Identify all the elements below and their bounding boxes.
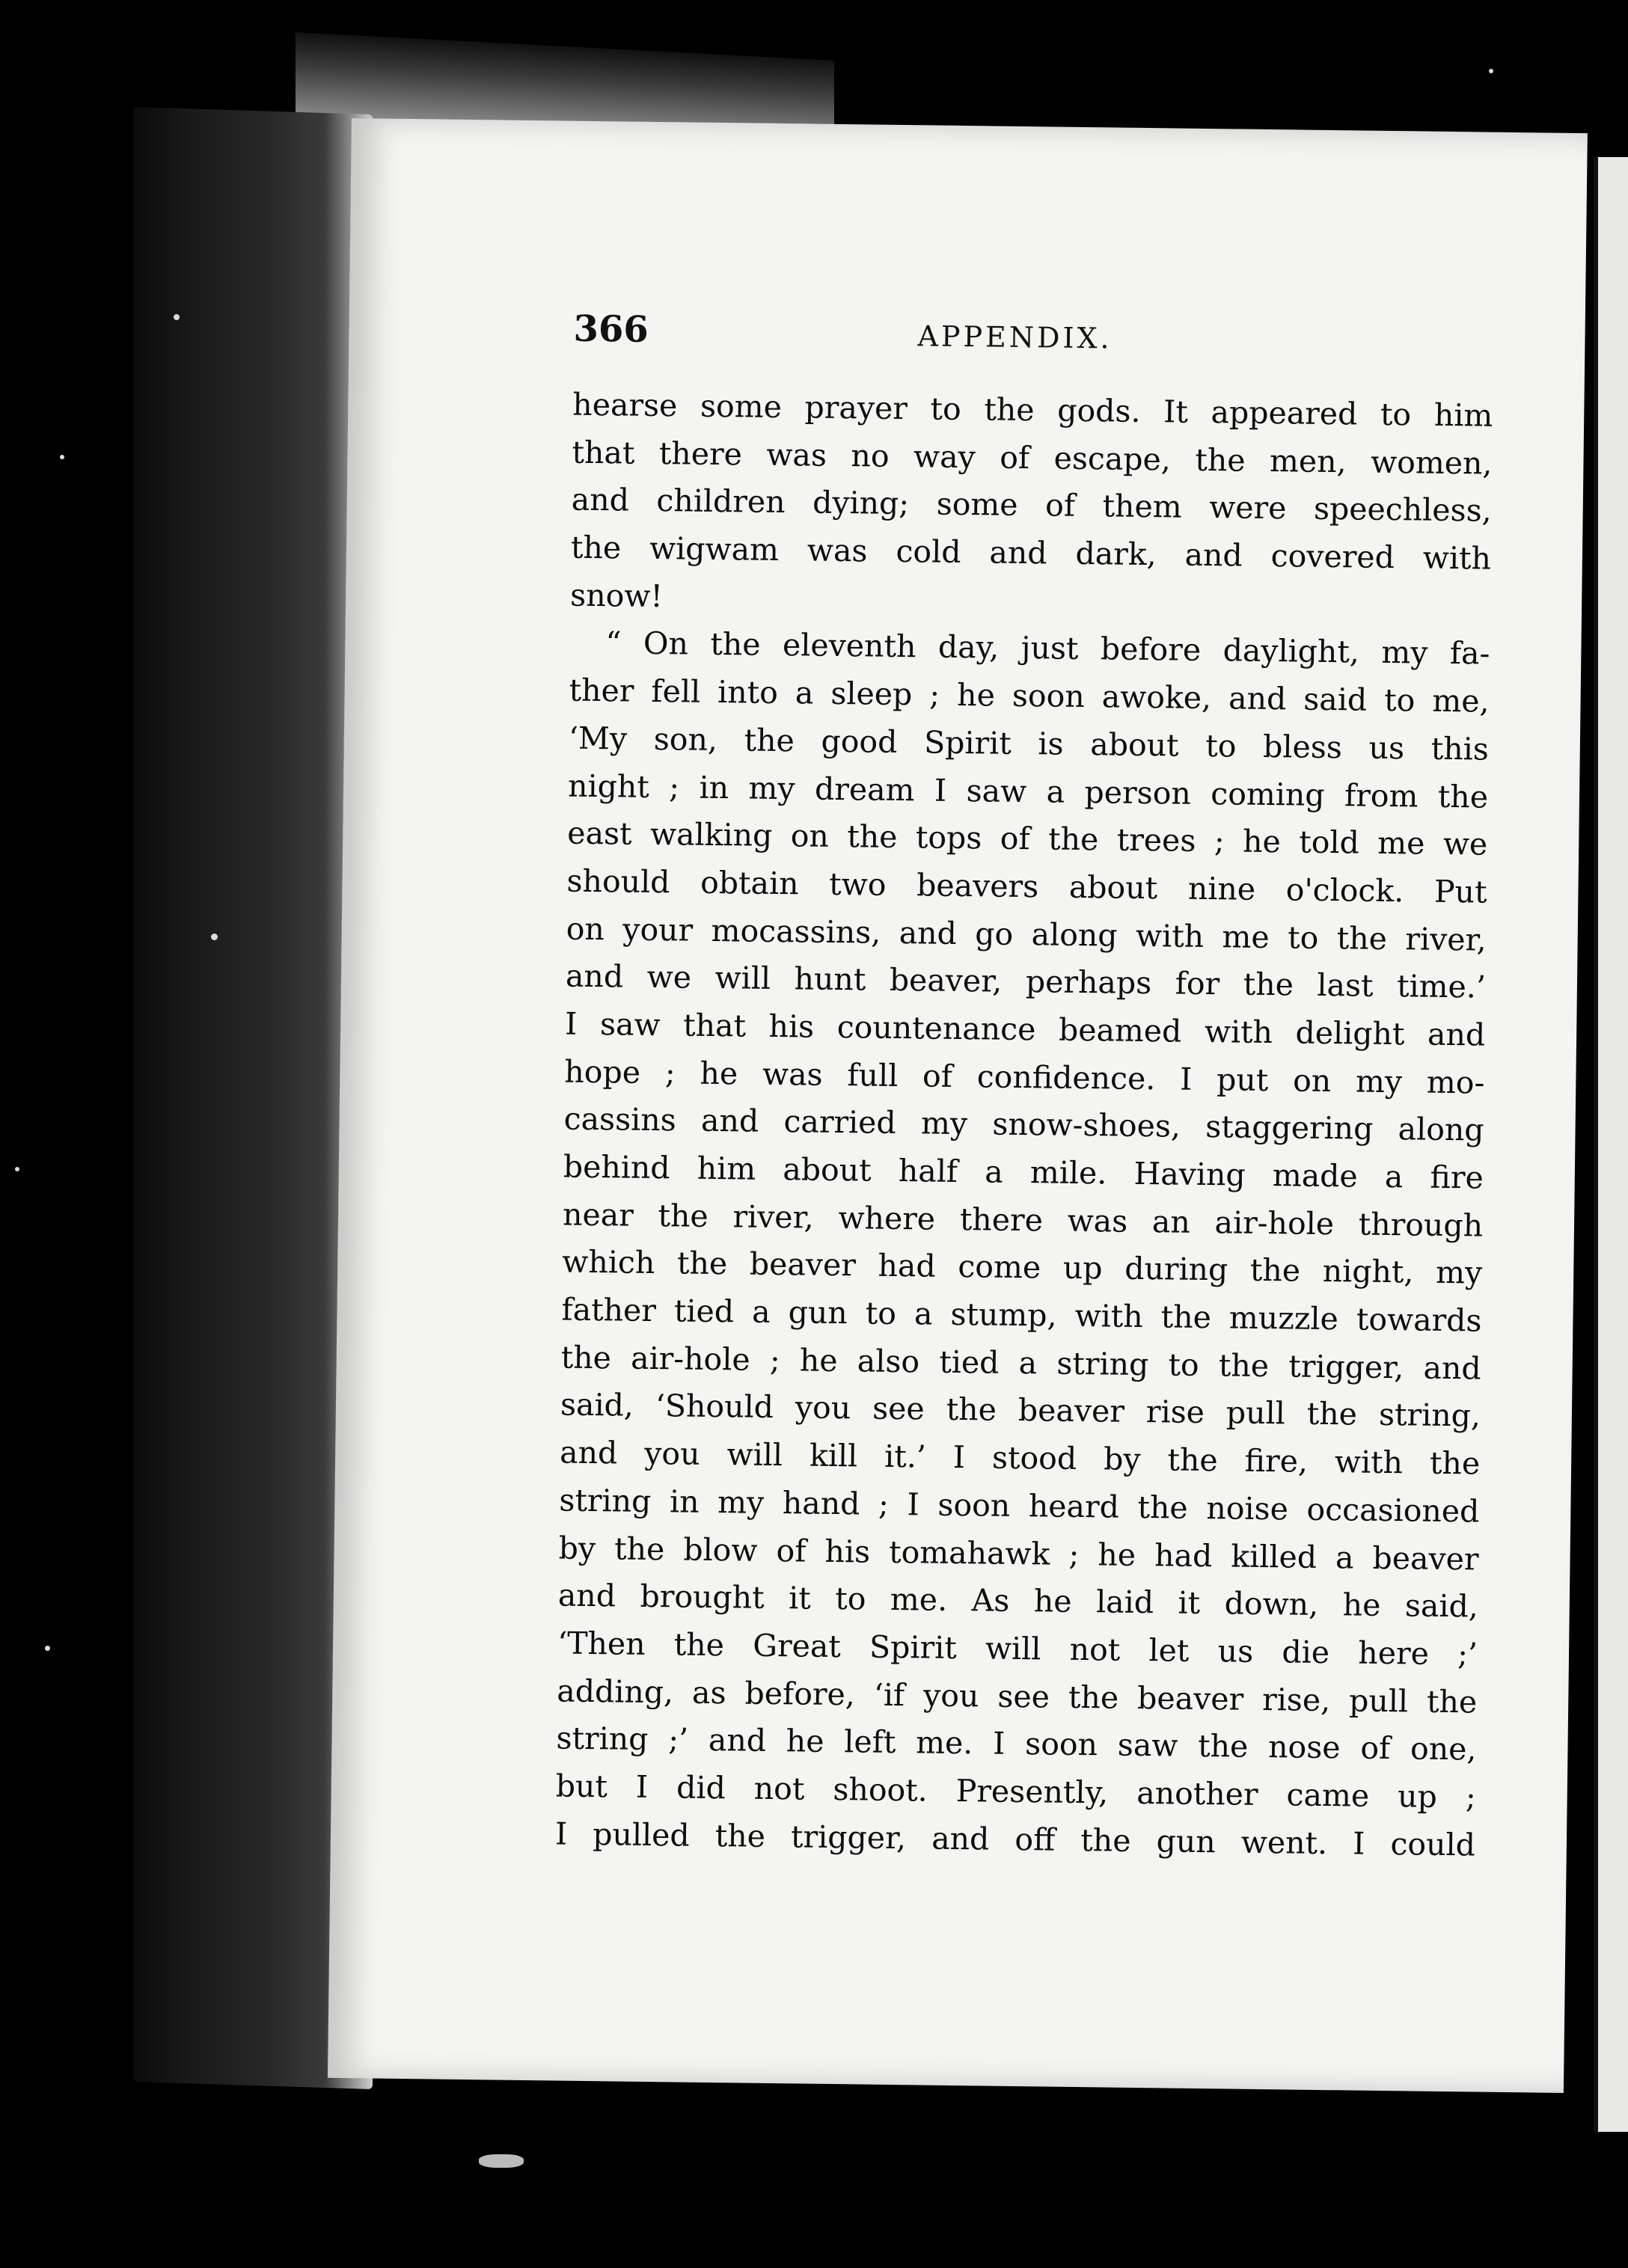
text-line: adding, as before, ‘if you see the beaver rise, pull the	[557, 1673, 1478, 1720]
text-line: which the beaver had come up during the night, my	[562, 1243, 1483, 1291]
text-line: that there was no way of escape, the men, women,	[572, 434, 1493, 482]
text-line: I saw that his countenance beamed with delight and	[564, 1005, 1486, 1053]
text-line: but I did not shoot. Presently, another came up ;	[555, 1768, 1476, 1815]
page-number: 366	[573, 307, 649, 351]
text-line: ‘My son, the good Spirit is about to bless us this	[568, 720, 1490, 767]
text-line: and we will hunt beaver, perhaps for the last time.’	[565, 957, 1487, 1005]
text-line: near the river, where there was an air-hole through	[562, 1196, 1484, 1244]
text-line: and children dying; some of them were speechless,	[571, 482, 1492, 530]
text-line: ‘Then the Great Spirit will not let us die here ;’	[557, 1625, 1478, 1673]
text-line: string in my hand ; I soon heard the noise occasioned	[559, 1482, 1480, 1530]
text-line: behind him about half a mile. Having made a fire	[563, 1148, 1484, 1196]
text-line: should obtain two beavers about nine o'clock. Put	[566, 862, 1487, 910]
text-line: the air-hole ; he also tied a string to the trigger, and	[560, 1339, 1481, 1387]
text-line: east walking on the tops of the trees ; he told me we	[567, 815, 1488, 862]
text-line: string ;’ and he left me. I soon saw the nose of one,	[556, 1720, 1477, 1768]
text-line: cassins and carried my snow-shoes, staggering along	[563, 1100, 1484, 1148]
text-line: and brought it to me. As he laid it down, he said,	[557, 1577, 1479, 1625]
running-head: APPENDIX.	[917, 319, 1113, 355]
text-line: hope ; he was full of confidence. I put on my mo-	[564, 1053, 1485, 1101]
text-line: by the blow of his tomahawk ; he had killed a beaver	[558, 1530, 1479, 1578]
body-text	[555, 381, 1493, 1869]
text-line: “ On the eleventh day, just before daylight, my fa-	[605, 625, 1490, 672]
book-page	[328, 118, 1588, 2093]
text-line: I pulled the trigger, and off the gun went. I could	[554, 1815, 1476, 1863]
text-line: the wigwam was cold and dark, and covered with	[570, 529, 1492, 577]
text-line: said, ‘Should you see the beaver rise pull the string,	[560, 1386, 1481, 1434]
text-line: snow!	[569, 577, 664, 614]
text-line: and you will kill it.’ I stood by the fire, with the	[559, 1434, 1481, 1482]
text-line: on your mocassins, and go along with me to the river,	[566, 910, 1487, 958]
facing-page-edge	[1594, 157, 1628, 2132]
text-line: father tied a gun to a stump, with the muzzle towards	[561, 1291, 1482, 1339]
text-line: hearse some prayer to the gods. It appeared to him	[572, 386, 1493, 434]
text-line: night ; in my dream I saw a person coming from the	[567, 767, 1489, 815]
text-line: ther fell into a sleep ; he soon awoke, and said to me,	[569, 672, 1490, 720]
page-header	[573, 308, 1494, 372]
